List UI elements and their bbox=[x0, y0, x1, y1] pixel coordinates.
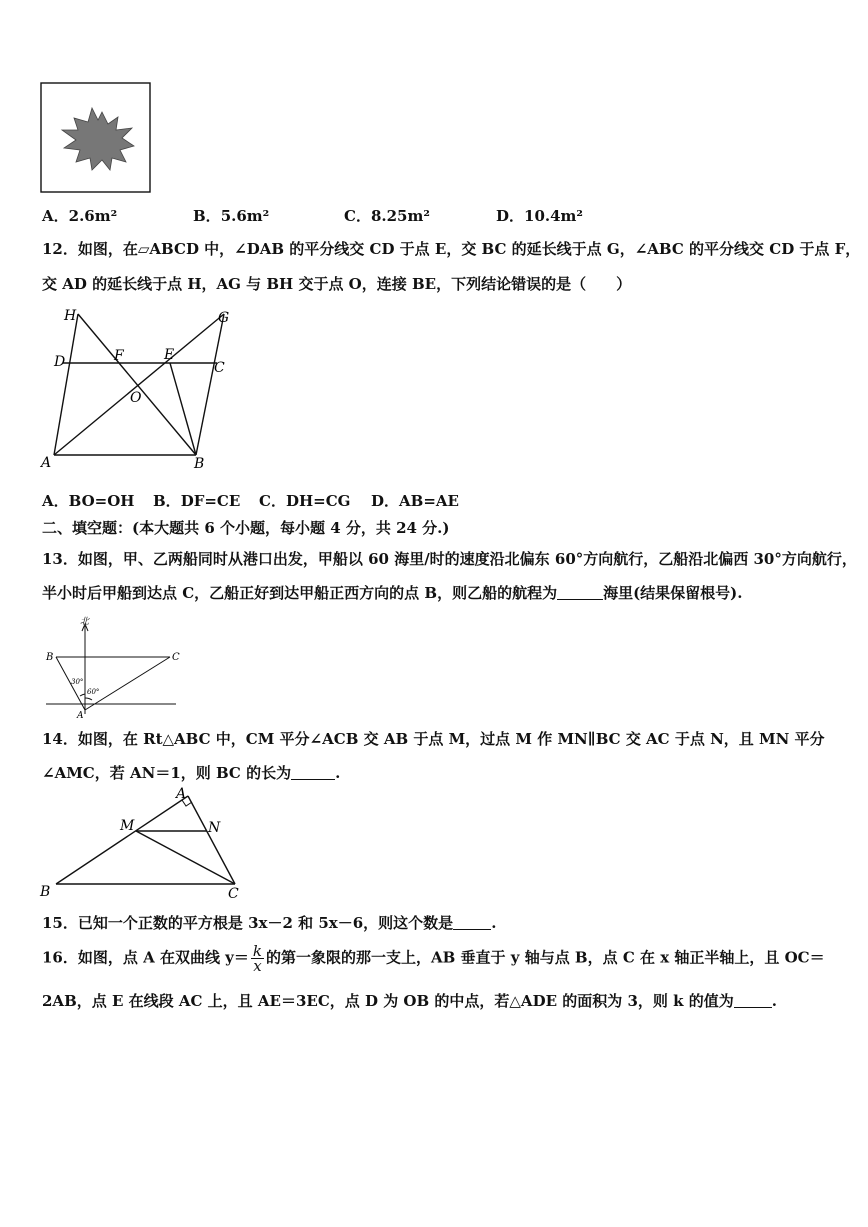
q14-label-b: B bbox=[40, 884, 51, 900]
q11-figure bbox=[40, 82, 152, 194]
q16-line2: 2AB，点 E 在线段 AC 上，且 AE＝3EC，点 D 为 OB 的中点，若△ADE 的面积为 3，则 k 的值为 . bbox=[42, 992, 777, 1010]
star-shape bbox=[62, 108, 134, 170]
q15-text: 15．已知一个正数的平方根是 3x－2 和 5x－6，则这个数是 . bbox=[42, 914, 497, 932]
q14-label-n: N bbox=[208, 820, 221, 836]
q16-fraction: $\frac{k}{x}$ bbox=[252, 942, 262, 975]
q12-label-a: A bbox=[41, 455, 52, 471]
q15-answer-blank[interactable] bbox=[453, 915, 491, 930]
q14-answer-blank[interactable] bbox=[291, 765, 335, 780]
q14-figure bbox=[36, 786, 252, 902]
q14-label-a: A bbox=[176, 786, 187, 802]
q12-figure bbox=[36, 302, 246, 474]
q16-answer-blank[interactable] bbox=[734, 993, 772, 1008]
q13-label-north: 北 bbox=[80, 617, 90, 627]
q12-option-d: D．AB=AE bbox=[371, 492, 459, 510]
q13-figure bbox=[40, 614, 190, 720]
q12-label-f: F bbox=[114, 348, 124, 364]
section-2-heading: 二、填空题：(本大题共 6 个小题，每小题 4 分，共 24 分.) bbox=[42, 519, 450, 537]
q13-label-b: B bbox=[46, 652, 54, 663]
q12-line2: 交 AD 的延长线于点 H，AG 与 BH 交于点 O，连接 BE，下列结论错误的是（ ） bbox=[42, 275, 632, 293]
q11-option-d: D．10.4m² bbox=[496, 207, 583, 225]
q12-option-b: B．DF=CE bbox=[153, 492, 241, 510]
q12-line1: 12．如图，在▱ABCD 中，∠DAB 的平分线交 CD 于点 E，交 BC 的延长线于点 G，∠ABC 的平分线交 CD 于点 F， bbox=[42, 240, 861, 258]
q13-label-30: 30° bbox=[71, 678, 84, 686]
q13-answer-blank[interactable] bbox=[557, 585, 603, 600]
q12-label-b: B bbox=[194, 456, 205, 472]
q14-label-c: C bbox=[228, 886, 239, 902]
q14-label-m: M bbox=[120, 818, 135, 834]
q12-label-o: O bbox=[130, 390, 142, 406]
q11-option-a: A．2.6m² bbox=[42, 207, 118, 225]
q11-option-c: C．8.25m² bbox=[344, 207, 430, 225]
q14-line1: 14．如图，在 Rt△ABC 中，CM 平分∠ACB 交 AB 于点 M，过点 M 作 MN∥BC 交 AC 于点 N，且 MN 平分 bbox=[42, 730, 825, 748]
q12-option-a: A．BO=OH bbox=[42, 492, 135, 510]
q13-line2: 半小时后甲船到达点 C，乙船正好到达甲船正西方向的点 B，则乙船的航程为 海里(结果保留根号). bbox=[42, 584, 743, 602]
q13-label-a: A bbox=[77, 711, 84, 720]
q16-line1: 16．如图，点 A 在双曲线 y＝ $\frac{k}{x}$ 的第一象限的那一支上，AB 垂直于 y 轴与点 B，点 C 在 x 轴正半轴上，且 OC＝ bbox=[42, 942, 825, 975]
q13-line1: 13．如图，甲、乙两船同时从港口出发，甲船以 60 海里/时的速度沿北偏东 60°方向航行，乙船沿北偏西 30°方向航行， bbox=[42, 550, 857, 568]
q13-label-c: C bbox=[172, 652, 180, 663]
q11-option-b: B．5.6m² bbox=[193, 207, 270, 225]
q12-option-c: C．DH=CG bbox=[259, 492, 351, 510]
q12-label-e: E bbox=[164, 347, 175, 363]
q14-line2: ∠AMC，若 AN＝1，则 BC 的长为 . bbox=[42, 764, 341, 782]
q13-label-60: 60° bbox=[87, 688, 100, 696]
q12-label-h: H bbox=[64, 308, 77, 324]
q12-label-g: G bbox=[218, 310, 230, 326]
q12-label-c: C bbox=[214, 360, 225, 376]
q12-label-d: D bbox=[54, 354, 66, 370]
